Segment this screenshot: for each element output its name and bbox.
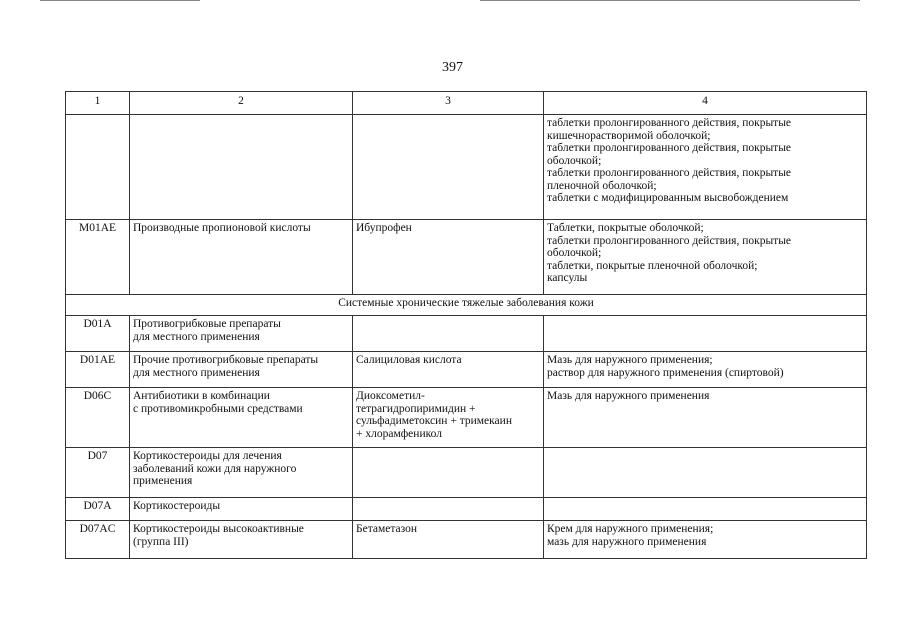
group-name-line: с противомикробными средствами bbox=[133, 402, 303, 415]
dosage-forms-cell bbox=[544, 521, 867, 559]
dosage-forms-cell bbox=[544, 220, 867, 295]
group-name-cell bbox=[130, 316, 353, 352]
top-rule-right bbox=[480, 0, 860, 1]
table-row bbox=[66, 352, 867, 388]
substance-cell bbox=[353, 115, 544, 220]
group-name-cell bbox=[130, 352, 353, 388]
group-name-cell bbox=[130, 498, 353, 521]
atc-code-cell: D07A bbox=[66, 498, 130, 521]
atc-code-cell: D01A bbox=[66, 316, 130, 352]
atc-code-cell: D07 bbox=[66, 448, 130, 498]
group-name-cell bbox=[130, 220, 353, 295]
group-name-line: для местного применения bbox=[133, 366, 260, 379]
atc-code-cell bbox=[66, 115, 130, 220]
section-title: Системные хронические тяжелые заболевания кожи bbox=[66, 295, 867, 316]
group-name-cell bbox=[130, 521, 353, 559]
table-body bbox=[66, 92, 867, 559]
dosage-forms-cell bbox=[544, 388, 867, 448]
column-header-2: 2 bbox=[130, 92, 353, 115]
table-row bbox=[66, 220, 867, 295]
group-name-line: Кортикостероиды bbox=[133, 500, 221, 512]
table-row bbox=[66, 498, 867, 521]
group-name-line: применения bbox=[133, 475, 193, 487]
table-row bbox=[66, 521, 867, 559]
column-header-1: 1 bbox=[66, 92, 130, 115]
dosage-forms-cell bbox=[544, 115, 867, 220]
page-number: 397 bbox=[442, 60, 463, 75]
substance-cell bbox=[353, 498, 544, 521]
top-rule-left bbox=[40, 0, 200, 1]
table-row bbox=[66, 388, 867, 448]
substance-cell bbox=[353, 448, 544, 498]
column-header-row bbox=[66, 92, 867, 115]
dosage-forms-line: Мазь для наружного применения; bbox=[547, 354, 713, 366]
atc-code-cell: M01AE bbox=[66, 220, 130, 295]
dosage-forms-cell bbox=[544, 498, 867, 521]
dosage-forms-line: кишечнорастворимой оболочкой; bbox=[547, 129, 711, 142]
group-name-cell bbox=[130, 115, 353, 220]
substance-line: Бетаметазон bbox=[356, 523, 418, 535]
group-name-line: Противогрибковые препараты bbox=[133, 318, 281, 330]
dosage-forms-line: капсулы bbox=[547, 272, 588, 284]
dosage-forms-line: Мазь для наружного применения bbox=[547, 390, 710, 402]
dosage-forms-line: мазь для наружного применения bbox=[547, 535, 707, 548]
table-row bbox=[66, 115, 867, 220]
dosage-forms-line: таблетки пролонгированного действия, покрытые bbox=[547, 142, 792, 154]
group-name-line: Антибиотики в комбинации bbox=[133, 390, 270, 402]
substance-line: Ибупрофен bbox=[356, 222, 412, 234]
group-name-line: Прочие противогрибковые препараты bbox=[133, 354, 319, 366]
table-row bbox=[66, 316, 867, 352]
atc-code-cell: D06C bbox=[66, 388, 130, 448]
group-name-line: (группа III) bbox=[133, 535, 189, 548]
dosage-forms-cell bbox=[544, 352, 867, 388]
dosage-forms-line: пленочной оболочкой; bbox=[547, 179, 657, 192]
dosage-forms-cell bbox=[544, 448, 867, 498]
column-header-3: 3 bbox=[353, 92, 544, 115]
group-name-cell bbox=[130, 388, 353, 448]
atc-code-cell: D01AE bbox=[66, 352, 130, 388]
substance-line: Диоксометил- bbox=[356, 390, 425, 402]
dosage-forms-line: Таблетки, покрытые оболочкой; bbox=[547, 222, 704, 234]
table-row bbox=[66, 448, 867, 498]
substance-cell bbox=[353, 220, 544, 295]
dosage-forms-line: таблетки с модифицированным высвобождением bbox=[547, 192, 789, 204]
dosage-forms-line: оболочкой; bbox=[547, 154, 602, 167]
dosage-forms-line: оболочкой; bbox=[547, 247, 602, 259]
group-name-line: для местного применения bbox=[133, 330, 260, 343]
group-name-line: Производные пропионовой кислоты bbox=[133, 222, 311, 234]
substance-line: сульфадиметоксин + тримекаин bbox=[356, 415, 512, 427]
dosage-forms-line: раствор для наружного применения (спиртовой) bbox=[547, 366, 784, 379]
dosage-forms-line: таблетки пролонгированного действия, покрытые bbox=[547, 234, 792, 247]
drug-table bbox=[65, 91, 867, 559]
substance-line: Салициловая кислота bbox=[356, 354, 462, 366]
section-header-row bbox=[66, 295, 867, 316]
dosage-forms-line: таблетки пролонгированного действия, покрытые bbox=[547, 167, 792, 179]
substance-cell bbox=[353, 388, 544, 448]
atc-code-cell: D07AC bbox=[66, 521, 130, 559]
group-name-line: Кортикостероиды высокоактивные bbox=[133, 523, 304, 535]
column-header-4: 4 bbox=[544, 92, 867, 115]
group-name-cell bbox=[130, 448, 353, 498]
dosage-forms-line: таблетки, покрытые пленочной оболочкой; bbox=[547, 259, 758, 272]
substance-cell bbox=[353, 316, 544, 352]
group-name-line: Кортикостероиды для лечения bbox=[133, 450, 282, 462]
substance-cell bbox=[353, 352, 544, 388]
substance-cell bbox=[353, 521, 544, 559]
dosage-forms-cell bbox=[544, 316, 867, 352]
dosage-forms-line: таблетки пролонгированного действия, покрытые bbox=[547, 117, 792, 129]
dosage-forms-line: Крем для наружного применения; bbox=[547, 523, 714, 535]
substance-line: тетрагидропиримидин + bbox=[356, 402, 476, 415]
substance-line: + хлорамфеникол bbox=[356, 427, 442, 440]
group-name-line: заболеваний кожи для наружного bbox=[133, 462, 297, 475]
